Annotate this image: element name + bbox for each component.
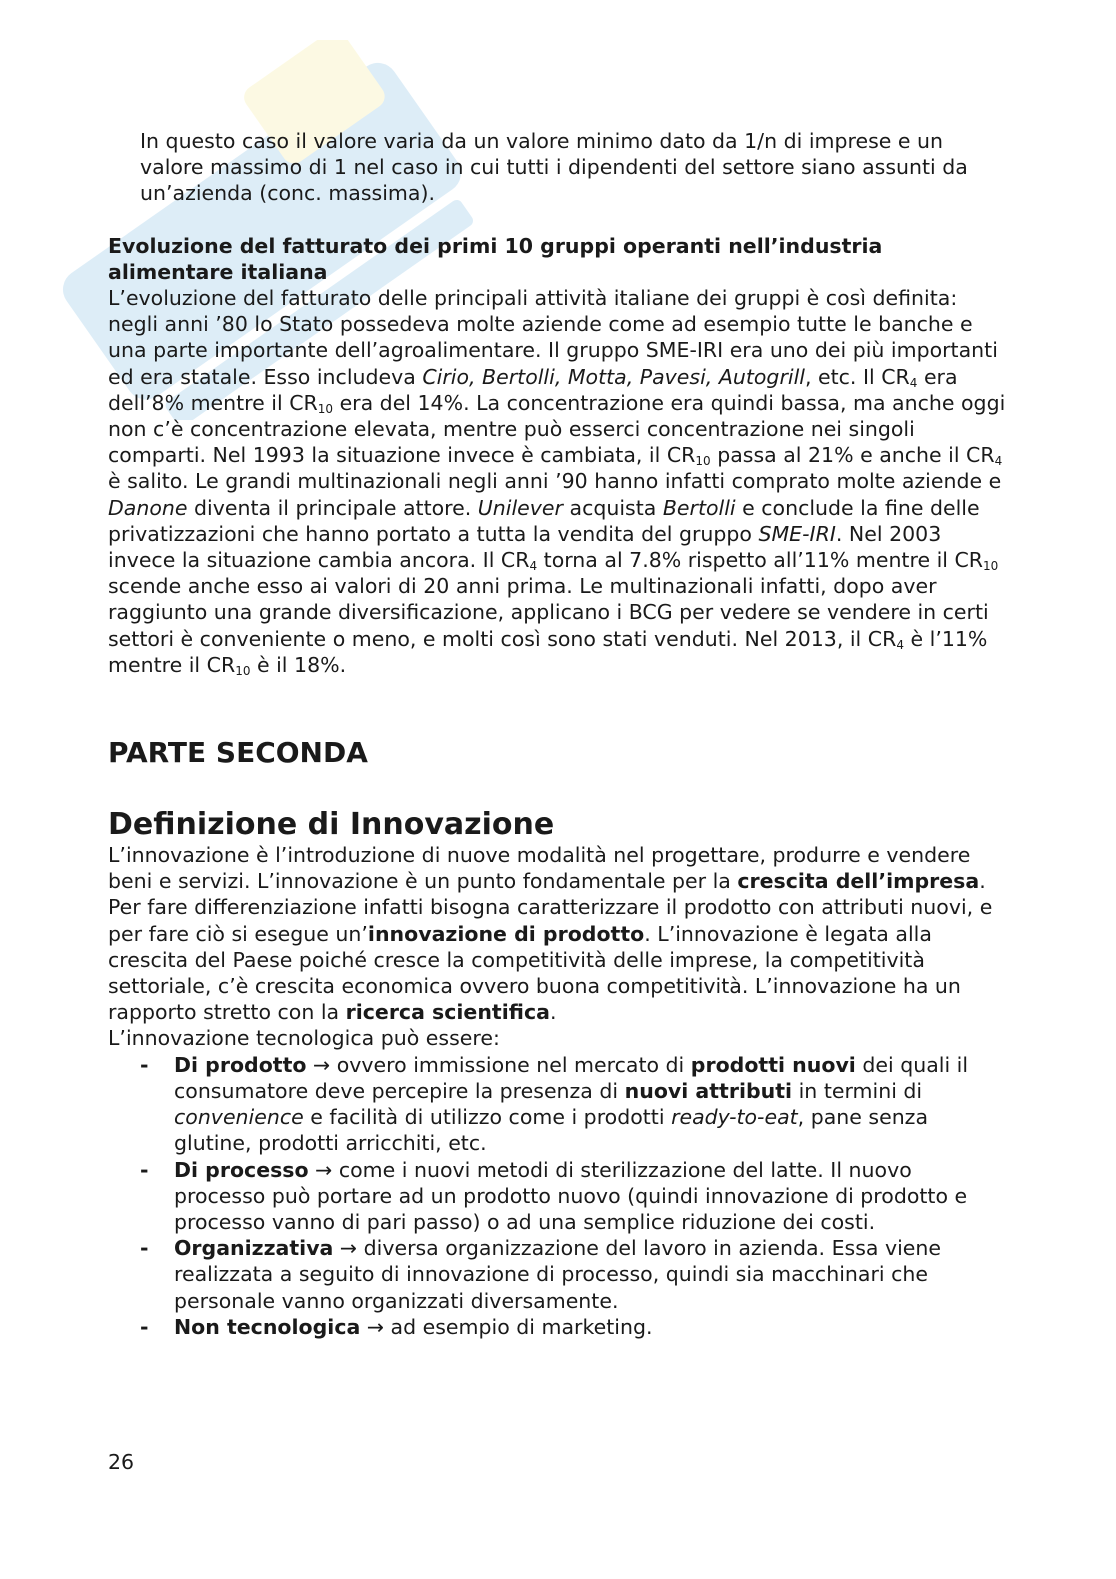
section-heading-fatturato: Evoluzione del fatturato dei primi 10 gruppi operanti nell’industria alimentare italiana [108, 233, 883, 284]
arrow-icon: → [339, 1236, 358, 1261]
list-item: - Organizzativa → diversa organizzazione del lavoro in azienda. Essa viene realizzata a seguito di innovazione di processo, quindi sia macchinari che personale vanno organizzati diversamente. [140, 1236, 942, 1313]
list-intro: L’innovazione tecnologica può essere: [108, 1026, 500, 1051]
innovation-types-list [108, 1052, 1008, 1340]
list-item: - Di prodotto → ovvero immissione nel mercato di prodotti nuovi dei quali il consumatore deve percepire la presenza di nuovi attributi in termini di convenience e facilità di utilizzo come i prodotti ready-to-eat, pane senza glutine, prodotti arricchiti, etc. [140, 1052, 969, 1156]
section-intro: L’evoluzione del fatturato delle principali attività italiane dei gruppi è così definita: [108, 286, 958, 311]
list-item: - Di processo → come i nuovi metodi di sterilizzazione del latte. Il nuovo processo può portare ad un prodotto nuovo (quindi innovazione di prodotto e processo vanno di pari passo) o ad una semplice riduzione dei costi. [140, 1157, 968, 1234]
part-title: PARTE SECONDA [108, 736, 368, 770]
document-page [108, 128, 1008, 1340]
section-body-paragraph: negli anni ’80 lo Stato possedeva molte aziende come ad esempio tutte le banche e una parte importante dell’agroalimentare. Il gruppo SME-IRI era uno dei più importanti ed era statale. Esso includeva Cirio, Bertolli, Motta, Pavesi, Autogrill, etc. Il $CR_4$ era dell’8% mentre il $CR_{10}$ era del 14%. La concentrazione era quindi bassa, ma anche oggi non c’è concentrazione elevata, mentre può esserci concentrazione nei singoli comparti. Nel 1993 la situazione invece è cambiata, il $CR_{10}$ passa al 21% e anche il $CR_4$ è salito. Le grandi multinazionali negli anni ’90 hanno infatti comprato molte aziende e Danone diventa il principale attore. Unilever acquista Bertolli e conclude la fine delle privatizzazioni che hanno portato a tutta la vendita del gruppo SME-IRI. Nel 2003 invece la situazione cambia ancora. Il $CR_4$ torna al 7.8% rispetto all’11% mentre il $CR_{10}$ scende anche esso ai valori di 20 anni prima. Le multinazionali infatti, dopo aver raggiunto una grande diversificazione, applicano i BCG per vedere se vendere in certi settori è conveniente o meno, e molti così sono stati venduti. Nel 2013, il $CR_4$ è l’11% mentre il $CR_{10}$ è il 18%. [108, 312, 1006, 678]
list-item: - Non tecnologica → ad esempio di marketing. [140, 1314, 653, 1339]
arrow-icon: → [366, 1314, 385, 1339]
intro-paragraph: In questo caso il valore varia da un valore minimo dato da 1/n di imprese e un valore massimo di 1 nel caso in cui tutti i dipendenti del settore siano assunti da un’azienda (conc. massima). [140, 129, 968, 206]
section-heading-innovazione: Definizione di Innovazione [108, 807, 555, 843]
arrow-icon: → [313, 1052, 331, 1077]
arrow-icon: → [315, 1157, 333, 1182]
page-number: 26 [108, 1450, 135, 1474]
innovation-paragraph: L’innovazione è l’introduzione di nuove modalità nel progettare, produrre e vendere beni e servizi. L’innovazione è un punto fondamentale per la crescita dell’impresa. Per fare differenziazione infatti bisogna caratterizzare il prodotto con attributi nuovi, e per fare ciò si esegue un’innovazione di prodotto. L’innovazione è legata alla crescita del Paese poiché cresce la competitività delle imprese, la competitività settoriale, c’è crescita economica ovvero buona competitività. L’innovazione ha un rapporto stretto con la ricerca scientifica. [108, 843, 993, 1025]
brands-list: Cirio, Bertolli, Motta, Pavesi, Autogrill [422, 364, 805, 389]
